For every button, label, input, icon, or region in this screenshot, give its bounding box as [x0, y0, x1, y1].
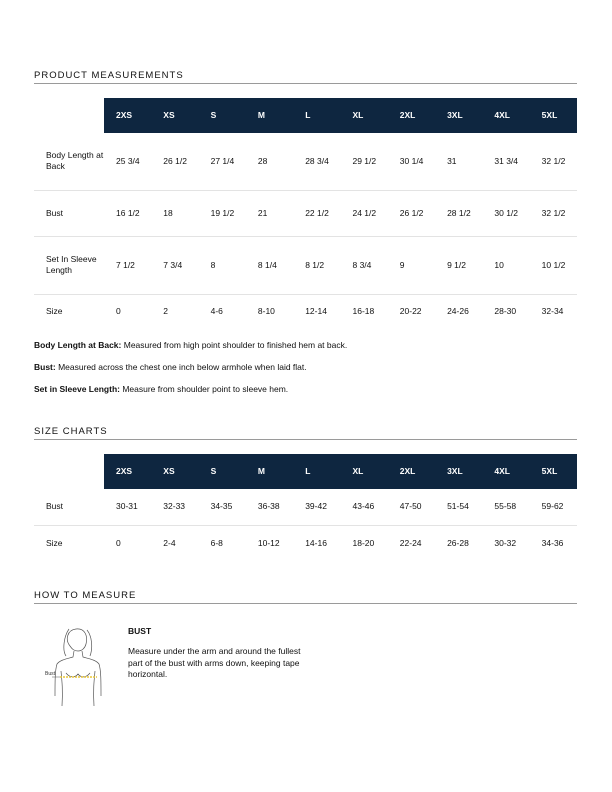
- row-label: Bust: [34, 489, 104, 525]
- size-header-xl: XL: [340, 98, 387, 133]
- note-bust: Bust: Measured across the chest one inch below armhole when laid flat.: [34, 362, 307, 372]
- size-header-3xl: 3XL: [435, 98, 482, 133]
- table-cell: 30 1/2: [482, 190, 529, 236]
- table-cell: 26-28: [447, 537, 469, 548]
- table-corner: [34, 98, 104, 133]
- table-cell: 10: [482, 236, 529, 294]
- table-cell: 36-38: [246, 489, 293, 525]
- table-cell: 20-22: [399, 305, 422, 316]
- section-divider: [34, 603, 577, 604]
- section-divider: [34, 439, 577, 440]
- row-label: Size: [46, 305, 63, 316]
- product-measurements-table: [34, 98, 577, 328]
- table-cell: 25 3/4: [104, 133, 151, 190]
- size-header-m: M: [246, 98, 293, 133]
- size-header-4xl: 4XL: [482, 98, 529, 133]
- size-header-5xl: 5XL: [530, 454, 577, 489]
- table-cell: 30-32: [494, 537, 517, 548]
- table-cell: 8: [199, 236, 246, 294]
- note-sleeve-length: Set in Sleeve Length: Measure from shoulder point to sleeve hem.: [34, 384, 289, 394]
- table-cell: 10 1/2: [530, 236, 577, 294]
- size-header-2xl: 2XL: [388, 454, 435, 489]
- table-cell: 8 3/4: [340, 236, 387, 294]
- row-label: Bust: [34, 190, 104, 236]
- table-cell: 21: [246, 190, 293, 236]
- table-cell: 51-54: [435, 489, 482, 525]
- table-cell: 28: [246, 133, 293, 190]
- size-charts-title: SIZE CHARTS: [34, 426, 108, 437]
- size-charts-table: [34, 454, 577, 561]
- table-cell: 9: [388, 236, 435, 294]
- table-cell: 12-14: [305, 305, 327, 316]
- table-cell: 22 1/2: [293, 190, 340, 236]
- table-row: [34, 236, 577, 294]
- table-cell: 6-8: [210, 537, 223, 548]
- table-row: [34, 525, 577, 561]
- table-cell: 8-10: [257, 305, 275, 316]
- size-header-xs: XS: [151, 98, 198, 133]
- size-header-2xs: 2XS: [104, 454, 151, 489]
- table-cell: 8 1/2: [293, 236, 340, 294]
- table-cell: 34-35: [199, 489, 246, 525]
- table-cell: 14-16: [305, 537, 327, 548]
- table-cell: 47-50: [388, 489, 435, 525]
- table-row: [34, 294, 577, 328]
- row-label: Set In Sleeve Length: [34, 236, 104, 294]
- table-cell: 28 1/2: [435, 190, 482, 236]
- table-cell: 18: [151, 190, 198, 236]
- table-cell: 26 1/2: [388, 190, 435, 236]
- table-corner: [34, 454, 104, 489]
- table-cell: 28 3/4: [293, 133, 340, 190]
- size-header-m: M: [246, 454, 293, 489]
- how-to-measure-title: HOW TO MEASURE: [34, 590, 137, 601]
- size-header-s: S: [199, 454, 246, 489]
- size-header-3xl: 3XL: [435, 454, 482, 489]
- table-cell: 43-46: [340, 489, 387, 525]
- table-cell: 28-30: [494, 305, 517, 316]
- table-cell: 18-20: [352, 537, 375, 548]
- table-cell: 29 1/2: [340, 133, 387, 190]
- table-cell: 7 1/2: [104, 236, 151, 294]
- row-label: Body Length at Back: [34, 133, 104, 190]
- table-cell: 10-12: [257, 537, 280, 548]
- table-cell: 9 1/2: [435, 236, 482, 294]
- table-cell: 22-24: [399, 537, 422, 548]
- size-header-5xl: 5XL: [530, 98, 577, 133]
- table-cell: 2-4: [163, 537, 176, 548]
- size-header-2xs: 2XS: [104, 98, 151, 133]
- row-label: Size: [46, 537, 63, 548]
- size-header-xs: XS: [151, 454, 198, 489]
- bust-title: BUST: [128, 626, 152, 636]
- table-cell: 34-36: [541, 537, 564, 548]
- bust-instructions: Measure under the arm and around the fullest part of the bust with arms down, keeping tape horizontal.: [128, 646, 301, 679]
- size-header-l: L: [293, 98, 340, 133]
- table-row: [34, 133, 577, 190]
- table-cell: 19 1/2: [199, 190, 246, 236]
- section-divider: [34, 83, 577, 84]
- size-header-s: S: [199, 98, 246, 133]
- table-cell: 32-34: [541, 305, 564, 316]
- table-cell: 59-62: [530, 489, 577, 525]
- table-cell: 30-31: [104, 489, 151, 525]
- table-cell: 0: [116, 537, 121, 548]
- product-measurements-title: PRODUCT MEASUREMENTS: [34, 70, 184, 81]
- figure-bust-label: Bust: [45, 671, 56, 677]
- table-cell: 30 1/4: [388, 133, 435, 190]
- table-cell: 27 1/4: [199, 133, 246, 190]
- note-body-length: Body Length at Back: Measured from high point shoulder to finished hem at back.: [34, 340, 348, 350]
- table-cell: 26 1/2: [151, 133, 198, 190]
- table-cell: 32 1/2: [530, 190, 577, 236]
- table-cell: 4-6: [210, 305, 223, 316]
- size-header-l: L: [293, 454, 340, 489]
- table-cell: 24-26: [447, 305, 469, 316]
- table-cell: 7 3/4: [151, 236, 198, 294]
- bust-measure-figure: [40, 626, 120, 708]
- table-cell: 32-33: [151, 489, 198, 525]
- table-cell: 31: [435, 133, 482, 190]
- size-header-2xl: 2XL: [388, 98, 435, 133]
- table-cell: 31 3/4: [482, 133, 529, 190]
- table-cell: 2: [163, 305, 169, 316]
- table-cell: 24 1/2: [340, 190, 387, 236]
- table-row: [34, 489, 577, 525]
- table-row: [34, 190, 577, 236]
- size-header-4xl: 4XL: [482, 454, 529, 489]
- table-cell: 32 1/2: [530, 133, 577, 190]
- size-header-xl: XL: [340, 454, 387, 489]
- table-cell: 0: [116, 305, 121, 316]
- table-cell: 55-58: [482, 489, 529, 525]
- table-cell: 16-18: [352, 305, 375, 316]
- table-cell: 16 1/2: [104, 190, 151, 236]
- table-cell: 39-42: [293, 489, 340, 525]
- table-cell: 8 1/4: [246, 236, 293, 294]
